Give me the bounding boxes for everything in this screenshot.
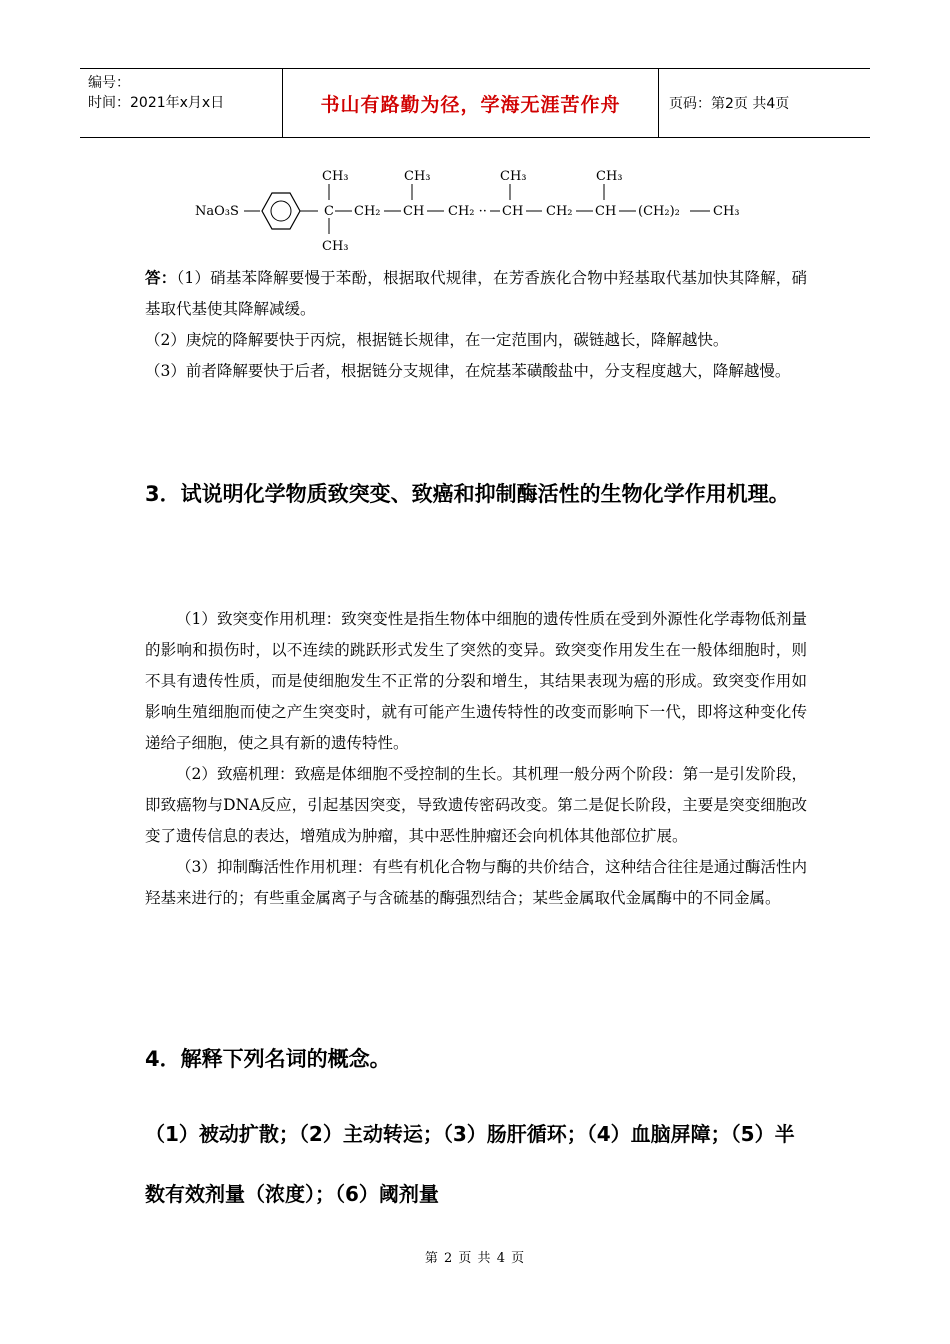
header-table bbox=[80, 68, 870, 138]
ch-2: CH bbox=[502, 204, 524, 219]
q4-items: （1）被动扩散；（2）主动转运；（3）肠肝循环；（4）血脑屏障；（5）半数有效剂量（浓度）；（6）阈剂量 bbox=[145, 1122, 795, 1206]
answer-p1: 答：（1）硝基苯降解要慢于苯酚，根据取代规律，在芳香族化合物中羟基取代基加快其降解，硝基取代基使其降解减缓。 bbox=[145, 268, 807, 318]
q4-title: 4．解释下列名词的概念。 bbox=[145, 1047, 391, 1071]
ch-3: CH bbox=[595, 204, 617, 219]
number-label: 编号： bbox=[88, 75, 130, 91]
header-left-cell bbox=[80, 69, 283, 137]
q3-title: 3．试说明化学物质致突变、致癌和抑制酶活性的生物化学作用机理。 bbox=[145, 482, 790, 506]
answer-section bbox=[145, 262, 807, 387]
page-footer: 第 2 页 共 4 页 bbox=[424, 1251, 526, 1266]
ch2-n: (CH₂)₂ bbox=[638, 204, 680, 219]
answer-p2: （2）庚烷的降解要快于丙烷，根据链长规律，在一定范围内，碳链越长，降解越快。 bbox=[145, 331, 729, 349]
page-label: 页码：第2页 共4页 bbox=[669, 96, 790, 112]
date-label: 时间：2021年x月x日 bbox=[88, 95, 225, 111]
ch3-bottom: CH₃ bbox=[322, 239, 349, 254]
q3-p3: （3）抑制酶活性作用机理：有些有机化合物与酶的共价结合，这种结合往往是通过酶活性内羟基来进行的；有些重金属离子与含硫基的酶强烈结合；某些金属取代金属酶中的不同金属。 bbox=[145, 858, 807, 907]
benzene-ring bbox=[262, 193, 300, 229]
answer-p3: （3）前者降解要快于后者，根据链分支规律，在烷基苯磺酸盐中，分支程度越大，降解越慢。 bbox=[145, 362, 791, 380]
ch-1: CH bbox=[403, 204, 425, 219]
ch2-2: CH₂ ·· bbox=[448, 204, 487, 219]
ch3-top-3: CH₃ bbox=[500, 169, 527, 184]
naso3-label: NaO₃S bbox=[195, 204, 239, 219]
q3-p2: （2）致癌机理：致癌是体细胞不受控制的生长。其机理一般分两个阶段：第一是引发阶段，即致癌物与DNA反应，引起基因突变，导致遗传密码改变。第二是促长阶段，主要是突变细胞改变了遗传信息的表达，增殖成为肿瘤，其中恶性肿瘤还会向机体其他部位扩展。 bbox=[145, 765, 807, 845]
question-3-title bbox=[145, 462, 807, 526]
ch3-top-4: CH₃ bbox=[596, 169, 623, 184]
q3-p1: （1）致突变作用机理：致突变性是指生物体中细胞的遗传性质在受到外源性化学毒物低剂量的影响和损伤时，以不连续的跳跃形式发生了突然的变异。致突变作用发生在一般体细胞时，则不具有遗传性质，而是使细胞发生不正常的分裂和增生，其结果表现为癌的形成。致突变作用如影响生殖细胞而使之产生突变时，就有可能产生遗传特性的改变而影响下一代，即将这种变化传递给子细胞，使之具有新的遗传特性。 bbox=[145, 610, 807, 752]
question-4-items bbox=[145, 1104, 807, 1224]
question-3-body bbox=[145, 604, 807, 914]
answer-label: 答： bbox=[145, 268, 177, 287]
c-atom: C bbox=[324, 204, 334, 219]
ch3-end: CH₃ bbox=[713, 204, 740, 219]
ch2-3: CH₂ bbox=[546, 204, 573, 219]
chemical-structure bbox=[190, 160, 770, 260]
ch2-1: CH₂ bbox=[354, 204, 381, 219]
question-4-title bbox=[145, 1027, 807, 1091]
motto: 书山有路勤为径，学海无涯苦作舟 bbox=[283, 69, 659, 137]
ch3-top-1: CH₃ bbox=[322, 169, 349, 184]
ch3-top-2: CH₃ bbox=[404, 169, 431, 184]
